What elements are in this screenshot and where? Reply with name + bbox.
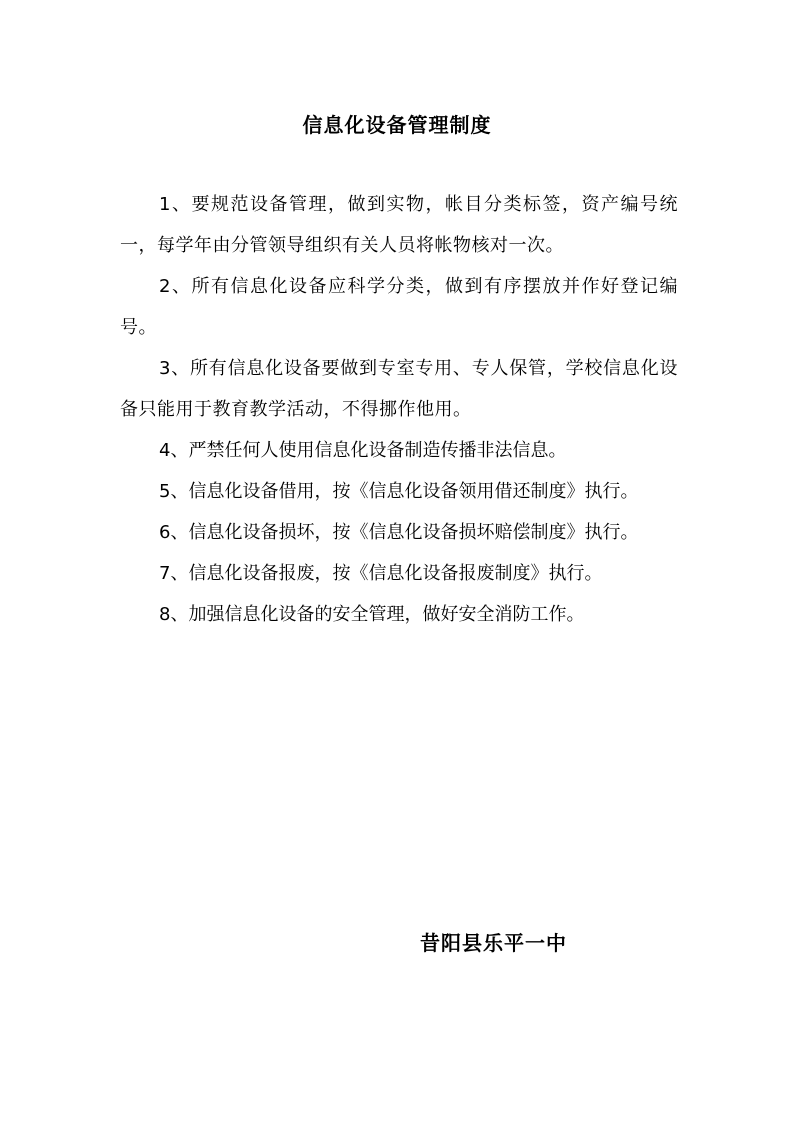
rule-paragraph-5: 5、信息化设备借用，按《信息化设备领用借还制度》执行。 [159,481,639,502]
rule-paragraph-1: 1、要规范设备管理，做到实物，帐目分类标签，资产编号统一，每学年由分管领导组织有关人员将帐物核对一次。 [120,194,678,256]
document-title: 信息化设备管理制度 [302,113,492,137]
rule-paragraph-3: 3、所有信息化设备要做到专室专用、专人保管，学校信息化设备只能用于教育教学活动，不得挪作他用。 [120,358,678,420]
rule-paragraph-8: 8、加强信息化设备的安全管理，做好安全消防工作。 [159,604,585,625]
rule-paragraph-4: 4、严禁任何人使用信息化设备制造传播非法信息。 [159,440,567,461]
document-body [120,184,678,635]
rule-paragraph-7: 7、信息化设备报废，按《信息化设备报废制度》执行。 [159,563,603,584]
school-signature: 昔阳县乐平一中 [420,931,567,955]
rule-paragraph-6: 6、信息化设备损坏，按《信息化设备损坏赔偿制度》执行。 [159,522,639,543]
rule-paragraph-2: 2、所有信息化设备应科学分类，做到有序摆放并作好登记编号。 [120,276,678,338]
